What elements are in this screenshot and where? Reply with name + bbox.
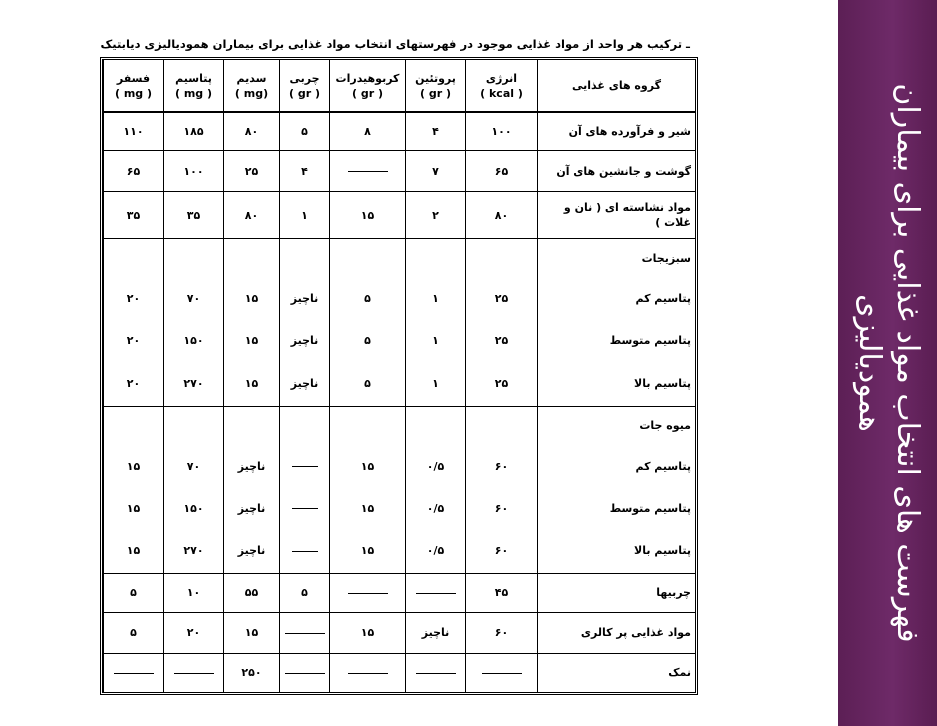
- cell-sodium: ناچیز: [224, 488, 280, 529]
- table-row: [104, 361, 696, 406]
- title-sidebar: [838, 0, 937, 726]
- nutrition-table: [100, 57, 698, 695]
- table-row: [104, 445, 696, 488]
- cell-energy: ۸۰: [466, 192, 538, 239]
- cell-fat: ناچیز: [280, 361, 330, 406]
- cell-potassium: ۳۵: [164, 192, 224, 239]
- row-label: نمک: [538, 653, 696, 692]
- row-label: مواد نشاسته ای ( نان و غلات ): [538, 192, 696, 239]
- cell-fat: [280, 529, 330, 574]
- empty-dash: [174, 673, 214, 674]
- cell-empty: [330, 406, 406, 445]
- cell-phosphorus: ۱۵: [104, 488, 164, 529]
- empty-dash: [482, 673, 522, 674]
- cell-protein: ۰/۵: [406, 488, 466, 529]
- cell-empty: [224, 239, 280, 278]
- header-energy: انرژی ( kcal ): [466, 60, 538, 112]
- cell-protein: ۰/۵: [406, 445, 466, 488]
- cell-fat: [280, 653, 330, 692]
- cell-phosphorus: ۱۵: [104, 529, 164, 574]
- cell-sodium: ۸۰: [224, 112, 280, 151]
- header-group: گروه های غذایی: [538, 60, 696, 112]
- cell-fat: [280, 488, 330, 529]
- header-row: [104, 60, 696, 112]
- empty-dash: [292, 508, 318, 509]
- empty-dash: [348, 593, 388, 594]
- cell-empty: [164, 406, 224, 445]
- table-row: [104, 612, 696, 653]
- cell-protein: ۰/۵: [406, 529, 466, 574]
- row-label: چربیها: [538, 573, 696, 612]
- cell-potassium: ۷۰: [164, 277, 224, 320]
- table-row: [104, 151, 696, 192]
- cell-potassium: ۲۰: [164, 612, 224, 653]
- cell-carb: ۱۵: [330, 445, 406, 488]
- cell-potassium: ۱۰: [164, 573, 224, 612]
- table-row: [104, 406, 696, 445]
- cell-empty: [104, 406, 164, 445]
- table-row: [104, 277, 696, 320]
- cell-empty: [224, 406, 280, 445]
- cell-protein: [406, 573, 466, 612]
- cell-sodium: ۱۵: [224, 361, 280, 406]
- row-label: پتاسیم بالا: [538, 529, 696, 574]
- cell-empty: [104, 239, 164, 278]
- header-phosphorus: فسفر ( mg ): [104, 60, 164, 112]
- table-row: [104, 529, 696, 574]
- header-carb: کربوهیدرات ( gr ): [330, 60, 406, 112]
- cell-sodium: ۱۵: [224, 612, 280, 653]
- cell-phosphorus: ۲۰: [104, 320, 164, 361]
- cell-energy: ۱۰۰: [466, 112, 538, 151]
- table-row: [104, 112, 696, 151]
- cell-energy: ۶۰: [466, 445, 538, 488]
- header-protein: پروتئین ( gr ): [406, 60, 466, 112]
- cell-carb: [330, 573, 406, 612]
- cell-carb: [330, 653, 406, 692]
- cell-protein: [406, 653, 466, 692]
- cell-empty: [466, 239, 538, 278]
- table-row: [104, 239, 696, 278]
- section-title-vegetables: سبزیجات: [538, 239, 696, 278]
- header-sodium: سدیم (mg ): [224, 60, 280, 112]
- empty-dash: [292, 551, 318, 552]
- table-row: [104, 488, 696, 529]
- cell-protein: ناچیز: [406, 612, 466, 653]
- cell-phosphorus: ۵: [104, 573, 164, 612]
- cell-protein: ۷: [406, 151, 466, 192]
- table-row: [104, 320, 696, 361]
- cell-protein: ۱: [406, 277, 466, 320]
- table-row: [104, 573, 696, 612]
- cell-protein: ۴: [406, 112, 466, 151]
- cell-sodium: ۲۵۰: [224, 653, 280, 692]
- cell-protein: ۱: [406, 320, 466, 361]
- cell-potassium: [164, 653, 224, 692]
- cell-empty: [406, 406, 466, 445]
- header-fat: چربی ( gr ): [280, 60, 330, 112]
- cell-potassium: ۲۷۰: [164, 361, 224, 406]
- row-label: شیر و فرآورده های آن: [538, 112, 696, 151]
- cell-sodium: ۲۵: [224, 151, 280, 192]
- cell-carb: ۸: [330, 112, 406, 151]
- row-label: پتاسیم کم: [538, 277, 696, 320]
- cell-energy: ۶۰: [466, 612, 538, 653]
- cell-energy: ۲۵: [466, 361, 538, 406]
- table-row: [104, 192, 696, 239]
- empty-dash: [348, 673, 388, 674]
- cell-fat: ۵: [280, 573, 330, 612]
- cell-fat: ۱: [280, 192, 330, 239]
- empty-dash: [114, 673, 154, 674]
- cell-empty: [330, 239, 406, 278]
- row-label: مواد غذایی پر کالری: [538, 612, 696, 653]
- cell-sodium: ناچیز: [224, 529, 280, 574]
- row-label: پتاسیم بالا: [538, 361, 696, 406]
- cell-energy: ۲۵: [466, 277, 538, 320]
- cell-empty: [280, 406, 330, 445]
- cell-sodium: ۱۵: [224, 320, 280, 361]
- nutrition-grid: [103, 60, 696, 692]
- cell-potassium: ۱۵۰: [164, 320, 224, 361]
- cell-potassium: ۱۵۰: [164, 488, 224, 529]
- empty-dash: [416, 593, 456, 594]
- cell-carb: ۱۵: [330, 529, 406, 574]
- row-label: گوشت و جانشین های آن: [538, 151, 696, 192]
- cell-empty: [406, 239, 466, 278]
- cell-sodium: ۱۵: [224, 277, 280, 320]
- header-potassium: پتاسیم ( mg ): [164, 60, 224, 112]
- cell-carb: ۱۵: [330, 488, 406, 529]
- row-label: پتاسیم متوسط: [538, 488, 696, 529]
- cell-potassium: ۲۷۰: [164, 529, 224, 574]
- cell-empty: [466, 406, 538, 445]
- cell-carb: ۱۵: [330, 612, 406, 653]
- row-label: پتاسیم متوسط: [538, 320, 696, 361]
- row-label: پتاسیم کم: [538, 445, 696, 488]
- table-row: [104, 653, 696, 692]
- cell-energy: ۴۵: [466, 573, 538, 612]
- cell-phosphorus: ۲۰: [104, 361, 164, 406]
- section-title-fruits: میوه جات: [538, 406, 696, 445]
- empty-dash: [416, 673, 456, 674]
- cell-carb: [330, 151, 406, 192]
- cell-fat: ۴: [280, 151, 330, 192]
- cell-phosphorus: ۱۵: [104, 445, 164, 488]
- cell-carb: ۱۵: [330, 192, 406, 239]
- cell-phosphorus: ۲۰: [104, 277, 164, 320]
- cell-potassium: ۷۰: [164, 445, 224, 488]
- cell-phosphorus: ۳۵: [104, 192, 164, 239]
- cell-carb: ۵: [330, 277, 406, 320]
- cell-sodium: ۸۰: [224, 192, 280, 239]
- cell-phosphorus: [104, 653, 164, 692]
- cell-fat: ناچیز: [280, 320, 330, 361]
- cell-fat: ناچیز: [280, 277, 330, 320]
- cell-energy: ۶۰: [466, 488, 538, 529]
- cell-energy: [466, 653, 538, 692]
- cell-energy: ۶۵: [466, 151, 538, 192]
- empty-dash: [285, 633, 325, 634]
- cell-energy: ۲۵: [466, 320, 538, 361]
- cell-protein: ۲: [406, 192, 466, 239]
- cell-empty: [280, 239, 330, 278]
- cell-phosphorus: ۱۱۰: [104, 112, 164, 151]
- empty-dash: [292, 466, 318, 467]
- slide-title: فهرست های انتخاب مواد غذایی برای بیماران همودیالیزی: [851, 83, 925, 643]
- cell-fat: ۵: [280, 112, 330, 151]
- table-caption: ـ ترکیب هر واحد از مواد غذایی موجود در فهرستهای انتخاب مواد غذایی برای بیماران همودیالیزی دیابتیک: [100, 37, 690, 51]
- empty-dash: [348, 171, 388, 172]
- cell-phosphorus: ۶۵: [104, 151, 164, 192]
- cell-energy: ۶۰: [466, 529, 538, 574]
- cell-potassium: ۱۰۰: [164, 151, 224, 192]
- cell-potassium: ۱۸۵: [164, 112, 224, 151]
- cell-fat: [280, 612, 330, 653]
- cell-carb: ۵: [330, 361, 406, 406]
- cell-carb: ۵: [330, 320, 406, 361]
- cell-sodium: ناچیز: [224, 445, 280, 488]
- cell-phosphorus: ۵: [104, 612, 164, 653]
- cell-protein: ۱: [406, 361, 466, 406]
- cell-fat: [280, 445, 330, 488]
- cell-empty: [164, 239, 224, 278]
- cell-sodium: ۵۵: [224, 573, 280, 612]
- empty-dash: [285, 673, 325, 674]
